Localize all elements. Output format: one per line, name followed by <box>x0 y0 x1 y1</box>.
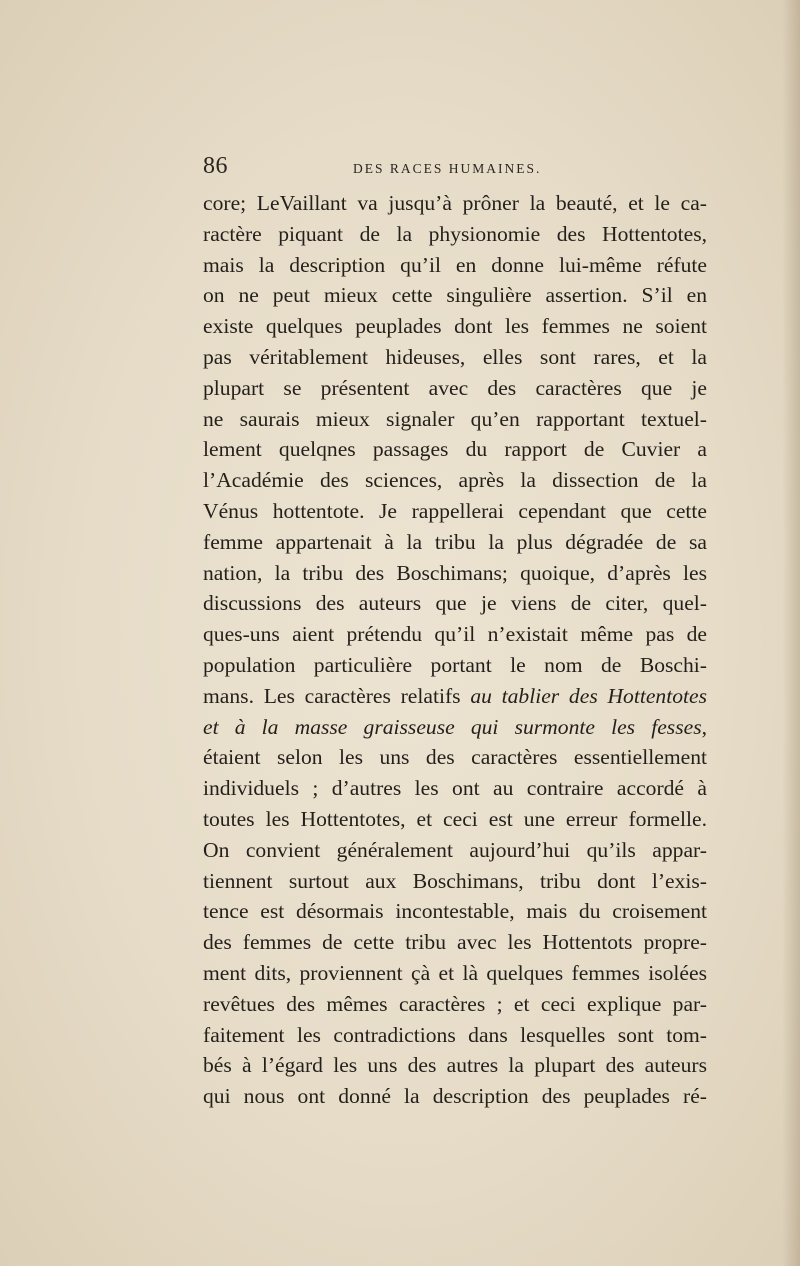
text-line: revêtues des mêmes caractères ; et ceci explique par- <box>203 991 707 1016</box>
text-line: bés à l’égard les uns des autres la plupart des auteurs <box>203 1053 707 1078</box>
text-line: toutes les Hottentotes, et ceci est une erreur formelle. <box>203 806 707 831</box>
text-italic: au tablier des Hottentotes <box>470 683 707 708</box>
text-line: étaient selon les uns des caractères essentiellement <box>203 745 707 770</box>
text-line: ne saurais mieux signaler qu’en rapportant textuel- <box>203 406 707 431</box>
text-line: core; LeVaillant va jusqu’à prôner la beauté, et le ca- <box>203 191 707 215</box>
text-line <box>203 712 707 743</box>
body-text <box>203 188 707 1112</box>
text-line <box>203 681 707 712</box>
text-line: ques-uns aient prétendu qu’il n’existait même pas de <box>203 622 707 647</box>
text-line: pas véritablement hideuses, elles sont rares, et la <box>203 344 707 369</box>
text-line: On convient généralement aujourd’hui qu’ils appar- <box>203 837 707 862</box>
page-edge-shadow <box>782 0 800 1266</box>
text-line: mais la description qu’il en donne lui-même réfute <box>203 252 707 277</box>
text-line: femme appartenait à la tribu la plus dégradée de sa <box>203 529 707 554</box>
text-line: des femmes de cette tribu avec les Hottentots propre- <box>203 930 707 955</box>
text-line: tiennent surtout aux Boschimans, tribu dont l’exis- <box>203 868 707 893</box>
text-line: lement quelqnes passages du rapport de Cuvier a <box>203 437 707 462</box>
running-head <box>203 153 707 183</box>
text-line: l’Académie des sciences, après la dissection de la <box>203 468 707 493</box>
text-line: plupart se présentent avec des caractères que je <box>203 375 707 400</box>
text-line: on ne peut mieux cette singulière assertion. S’il en <box>203 283 707 308</box>
text-line: nation, la tribu des Boschimans; quoique, d’après les <box>203 560 707 585</box>
text-line: existe quelques peuplades dont les femmes ne soient <box>203 314 707 339</box>
text-line: Vénus hottentote. Je rappellerai cependant que cette <box>203 498 707 523</box>
text-italic: et à la masse graisseuse qui surmonte les fesses <box>203 714 702 739</box>
text-roman: mans. Les caractères relatifs <box>203 683 471 708</box>
text-roman: , <box>701 714 707 739</box>
page-number: 86 <box>203 153 228 179</box>
text-line: discussions des auteurs que je viens de citer, quel- <box>203 591 707 616</box>
text-line: qui nous ont donné la description des peuplades ré- <box>203 1084 707 1109</box>
running-title: DES RACES HUMAINES. <box>353 161 542 176</box>
text-line: individuels ; d’autres les ont au contraire accordé à <box>203 776 707 801</box>
text-line: ment dits, proviennent çà et là quelques femmes isolées <box>203 960 707 985</box>
text-line: tence est désormais incontestable, mais du croisement <box>203 899 707 924</box>
text-line: faitement les contradictions dans lesquelles sont tom- <box>203 1022 707 1047</box>
text-line: ractère piquant de la physionomie des Hottentotes, <box>203 221 707 246</box>
text-line: population particulière portant le nom de Boschi- <box>203 652 707 677</box>
